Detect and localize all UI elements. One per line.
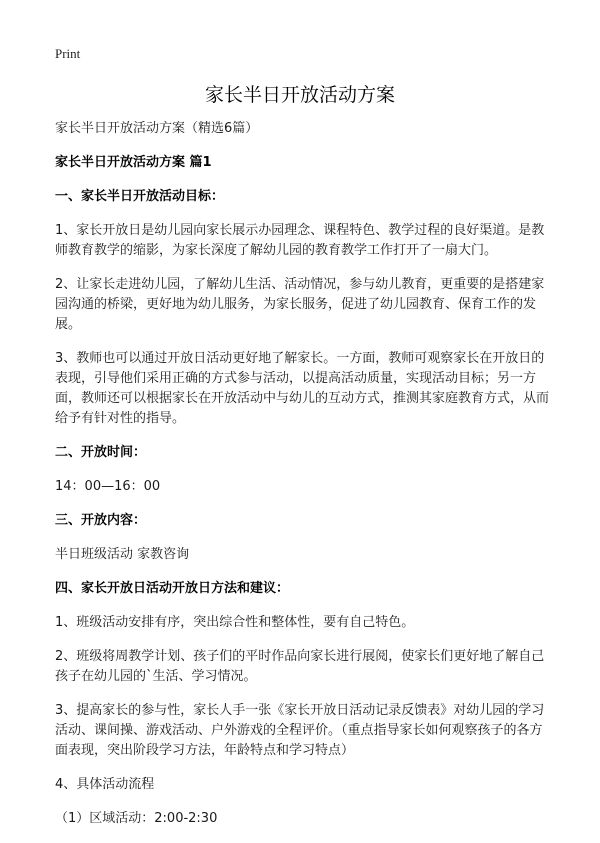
- subtitle: 家长半日开放活动方案（精选6篇）: [55, 121, 259, 136]
- paragraph-method-2: 2、班级将周教学计划、孩子们的平时作品向家长进行展阅，使家长们更好地了解自己孩子在幼儿园的`生活、学习情况。: [55, 649, 545, 684]
- heading-open-content: 三、开放内容：: [55, 513, 147, 528]
- paragraph-method-1: 1、班级活动安排有序，突出综合性和整体性，要有自己特色。: [55, 615, 415, 630]
- paragraph-open-content: 半日班级活动 家教咨询: [55, 547, 190, 562]
- paragraph-goal-1: 1、家长开放日是幼儿园向家长展示办园理念、课程特色、教学过程的良好渠道。是教师教育教学的缩影，为家长深度了解幼儿园的教育教学工作打开了一扇大门。: [55, 223, 545, 258]
- print-link[interactable]: Print: [55, 46, 81, 61]
- section-heading-part1: 家长半日开放活动方案 篇1: [55, 155, 212, 170]
- heading-goals: 一、家长半日开放活动目标：: [55, 189, 225, 204]
- paragraph-method-3: 3、提高家长的参与性，家长人手一张《家长开放日活动记录反馈表》对幼儿园的学习活动、课间操、游戏活动、户外游戏的全程评价。（重点指导家长如何观察孩子的各方面表现，突出阶段学习方法，年龄特点和学习特点）: [55, 703, 545, 758]
- heading-methods: 四、家长开放日活动开放日方法和建议：: [55, 581, 290, 596]
- paragraph-open-time: 14：00—16：00: [55, 479, 161, 494]
- heading-open-time: 二、开放时间：: [55, 445, 147, 460]
- article-body: [55, 119, 555, 843]
- paragraph-method-4: 4、具体活动流程: [55, 777, 155, 792]
- paragraph-goal-2: 2、让家长走进幼儿园，了解幼儿生活、活动情况，参与幼儿教育，更重要的是搭建家园沟通的桥梁，更好地为幼儿服务，为家长服务，促进了幼儿园教育、保育工作的发展。: [55, 277, 545, 332]
- paragraph-goal-3: 3、教师也可以通过开放日活动更好地了解家长。一方面，教师可观察家长在开放日的表现，引导他们采用正确的方式参与活动，以提高活动质量，实现活动目标；另一方面，教师还可以根据家长在开放活动中与幼儿的互动方式，推测其家庭教育方式，从而给予有针对性的指导。: [55, 351, 550, 426]
- paragraph-flow-1: （1）区域活动：2:00-2:30: [55, 811, 218, 826]
- page-title: 家长半日开放活动方案: [204, 84, 395, 106]
